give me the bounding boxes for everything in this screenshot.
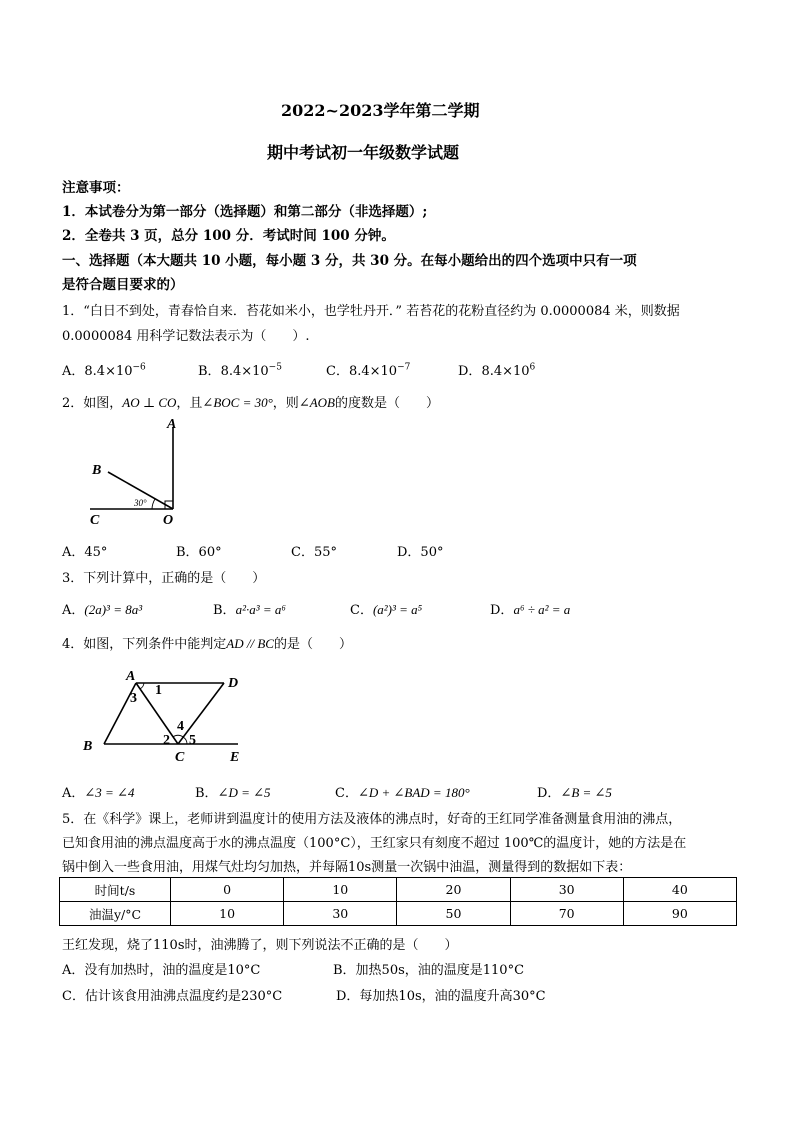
q2-option-b: B．60°: [176, 545, 222, 560]
q1-option-b: B．$8.4\times 10^{-5}$: [198, 362, 282, 379]
table-row: [60, 902, 737, 926]
q4-angle-label-4: 4: [177, 719, 184, 734]
q5-option-d: D．每加热10s，油的温度升高30°C: [336, 989, 546, 1004]
q4-line-cd: [178, 683, 224, 744]
q2-label-b: B: [92, 463, 102, 478]
table-cell: 10: [171, 902, 284, 926]
q4-text: 4．如图，下列条件中能判定AD // BC的是（ ）: [62, 636, 352, 652]
q1-option-c: C．$8.4\times 10^{-7}$: [326, 362, 411, 379]
q2-label-a: A: [167, 417, 177, 432]
q4-angle-label-1: 1: [155, 683, 162, 698]
section1-heading-line1: 一、选择题（本大题共 10 小题，每小题 3 分，共 30 分。在每小题给出的四个选项中只有一项: [62, 253, 637, 269]
q5-option-b: B．加热50s，油的温度是110°C: [333, 963, 525, 978]
table-cell: 30: [284, 902, 397, 926]
q4-label-b: B: [83, 739, 93, 754]
q4-label-c: C: [175, 750, 185, 765]
q2-option-a: A．45°: [62, 545, 108, 560]
q5-text-line3: 锅中倒入一些食用油，用煤气灶均匀加热，并每隔10s测量一次锅中油温，测量得到的数据如下表：: [62, 860, 632, 875]
q4-option-a: A．∠3 = ∠4: [62, 785, 135, 801]
section1-heading-line2: 是符合题目要求的）: [62, 277, 184, 293]
q4-label-d: D: [228, 676, 239, 691]
q4-angle-arc-5: [183, 737, 187, 744]
q5-data-table: [59, 877, 737, 926]
table-row-header-temp: 油温y/°C: [60, 902, 171, 926]
q2-angle-label: 30°: [134, 498, 147, 508]
q4-angle-arc-4: [173, 735, 183, 737]
table-cell: 70: [510, 902, 623, 926]
table-cell: 20: [397, 878, 510, 902]
notes-item-2: 2．全卷共 3 页，总分 100 分．考试时间 100 分钟。: [62, 228, 395, 244]
q4-angle-label-2: 2: [163, 733, 170, 748]
table-cell: 40: [623, 878, 736, 902]
q2-angle-arc: [152, 499, 155, 509]
q1-option-d: D．$8.4\times 10^6$: [458, 362, 536, 379]
q4-label-e: E: [230, 750, 240, 765]
q1-option-a: A．$8.4\times 10^{-6}$: [62, 362, 146, 379]
q5-text-line4: 王红发现，烧了110s时，油沸腾了，则下列说法不正确的是（ ）: [62, 938, 458, 953]
q4-angle-arc-1: [140, 683, 144, 689]
q4-option-b: B．∠D = ∠5: [195, 785, 271, 801]
table-row-header-time: 时间t/s: [60, 878, 171, 902]
table-cell: 0: [171, 878, 284, 902]
notes-item-1: 1．本试卷分为第一部分（选择题）和第二部分（非选择题）;: [62, 204, 428, 220]
q4-angle-label-5: 5: [189, 733, 196, 748]
q1-text-line2: 0.0000084 用科学记数法表示为（ ）.: [62, 329, 310, 344]
table-cell: 90: [623, 902, 736, 926]
exam-title-line2: 期中考试初一年级数学试题: [267, 143, 460, 162]
table-cell: 50: [397, 902, 510, 926]
q2-option-d: D．50°: [397, 545, 444, 560]
q4-option-d: D．∠B = ∠5: [537, 785, 612, 801]
q2-label-c: C: [90, 513, 100, 528]
q5-option-a: A．没有加热时，油的温度是10°C: [62, 963, 261, 978]
q4-option-c: C．∠D + ∠BAD = 180°: [335, 785, 470, 801]
q3-option-c: C．(a²)³ = a⁵: [350, 602, 423, 618]
q3-option-a: A．(2a)³ = 8a³: [62, 602, 143, 618]
q5-option-c: C．估计该食用油沸点温度约是230°C: [62, 989, 283, 1004]
q3-option-b: B．a²·a³ = a⁶: [213, 602, 286, 618]
exam-title-line1: 2022~2023学年第二学期: [281, 101, 480, 120]
q4-figure: [78, 664, 278, 768]
q2-text: 2．如图，AO ⊥ CO，且∠BOC = 30°，则∠AOB的度数是（ ）: [62, 395, 439, 411]
q2-figure: [80, 412, 200, 532]
q3-text: 3．下列计算中，正确的是（ ）: [62, 571, 266, 586]
q2-label-o: O: [163, 513, 174, 528]
table-row: [60, 878, 737, 902]
q4-label-a: A: [126, 669, 136, 684]
q4-angle-label-3: 3: [130, 691, 137, 706]
notes-heading: 注意事项：: [62, 180, 130, 196]
q5-text-line1: 5．在《科学》课上，老师讲到温度计的使用方法及液体的沸点时，好奇的王红同学准备测量食用油的沸点，: [62, 812, 682, 827]
table-cell: 30: [510, 878, 623, 902]
q1-text-line1: 1．“白日不到处，青春恰自来．苔花如米小，也学牡丹开．” 若苔花的花粉直径约为 0.0000084 米，则数据: [62, 304, 680, 319]
q2-option-c: C．55°: [291, 545, 337, 560]
q5-text-line2: 已知食用油的沸点温度高于水的沸点温度（100°C），王红家只有刻度不超过 100℃的温度计，她的方法是在: [62, 836, 687, 851]
q3-option-d: D．a⁶ ÷ a² = a: [490, 602, 571, 618]
table-cell: 10: [284, 878, 397, 902]
